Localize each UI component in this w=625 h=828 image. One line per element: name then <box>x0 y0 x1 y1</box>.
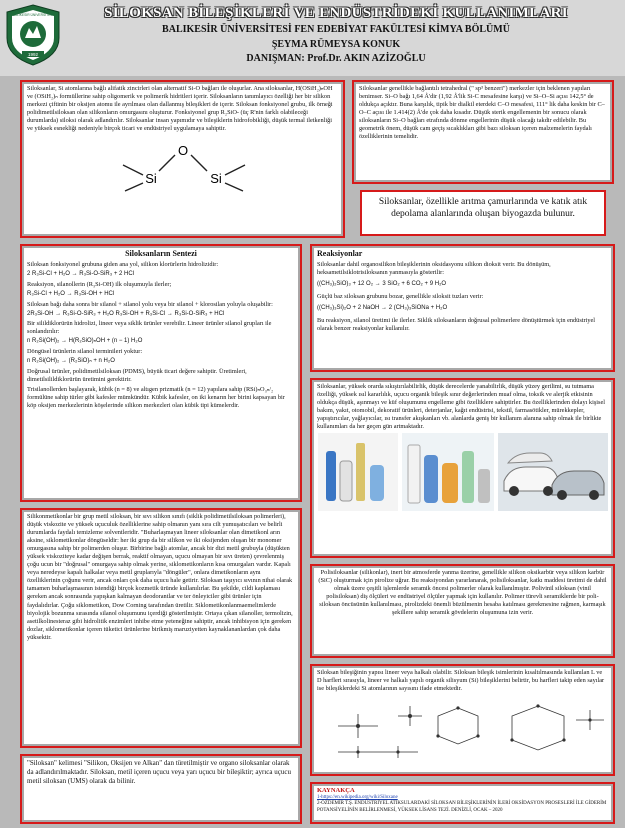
reactions-p4: Bu reaksiyon, silanol üretimi ile ilerler. Siklik siloksanların doğrusal polimerlere dönüştürmek için endüstriyel olarak benzer reaksiyonlar kullanılır. <box>317 316 596 332</box>
university-line: BALIKESİR ÜNİVERSİTESİ FEN EDEBİYAT FAKÜLTESİ KİMYA BÖLÜMÜ <box>162 24 510 35</box>
ceramic-text: Polisiloksanlar (silikonlar), inert bir atmosferde yanma üzerine, genellikle silikon oksikarbür veya silikon karbür (SiC) oluşturmak için pirolize uğrar. Bu reaksiyondan yararlanarak, polisiloksanlar, katkı maddesi üretimi de dahil olmak üzere çeşitli işlemlerde seramik öncesi polimerler olarak kullanılmıştır. Polivinil siloksan (vinil polisiloksan) diş ölçüleri ve endüstriyel ölçüler yapmak için kullanılır. Polimer türevli seramiklerde bir poli-siloksan öncüsünün kullanılması, pirolizdeki önemli büzülmenin hesaba katılması gerekmesine rağmen, karmaşık şekillere sahip seramik gövdelerin oluşumuna izin verir. <box>318 569 607 617</box>
structure-panel <box>352 80 614 184</box>
university-logo <box>5 4 61 66</box>
intro-text: Siloksanlar, Si atomlarına bağlı alifatik zincirleri olan alternatif Si-O bağları ile oluşurlar. Ana siloksanlar, H(OSiH₂)ₙOH ve (OSiH₂)ₙ formüllerine sahip oligomerik ve polimerik hidritleri içerir. Siloksanların tanımlayıcı özelliği her bir silikon merkezi çiftinin bir oksijen atomu ile ayrılması olan dallanmış bileşikleri de içerir. Siloksan fonksiyonel grubu, ilk örneği polidimetilsiloksan olan silikonların omurgasını oluşturur. Fonksiyonel grup R₂SiO- (üç R'nin farklı olabileceği durumlarda) siloksi olarak adlandırılır. Siloksanlar insan yapımıdır ve bileşiklerin hidrofobikliği, düşük termal iletkenliği ve yüksek esnekliği nedeniyle birçok ticari ve endüstriyel uygulamaya sahiptir. <box>27 85 333 133</box>
uses-text: Siloksanlar, yüksek orarda sıkıştırılabilirlik, düşük derecelerde yanabilirlik, düşük yüzey gerilimi, su tutmama özelliği, yüksek ısıl kararlılık, uçucu organik bileşik sınır değerlerinden muaf olma, toksik ve alerjik etkisinin oldukça düşük, aşınmayı ve küf oluşumunu engelleme gibi özelliklere sahiptirler. Bu özelliklerinden dolayı kişisel bakım, yakıt, otomobil, dekoratif ürünleri, deterjanlar, kağıt endüstrisi, tekstil, farmasötikler, mürekkepler, yapıştırıcılar, yağlayıcılar, ısı transfer akışkanları vb. alanlarda geniş bir kullanım alanına sahip olmak ile birlikte kullanımları da her geçen gün artmaktadır. <box>317 383 606 431</box>
synthesis-p8: Döngüsel ürünlerin silanol terminileri yoktur: <box>27 348 143 356</box>
biogas-callout <box>360 190 606 236</box>
synthesis-p2: Reaksiyon, silanollerin (R₃Si-OH) ilk oluşumuyla ilerler; <box>27 280 172 288</box>
synthesis-eq1: 2 R₃Si-Cl + H₂O → R₃Si-O-SiR₃ + 2 HCl <box>27 271 135 278</box>
references-panel <box>310 782 615 824</box>
reference-item: 2-ÖZDEMİR T.Ş. ENDÜSTRİYEL ATIKSULARDAKİ SİLOKSAN BİLEŞİKLERİNİN İLERİ OKSİDASYON PROSESLERİ İLE GİDERİM POTANSİYELİNİN BELİRLENMESİ, YÜKSEK LİSANS TEZİ. DENİZLİ, OCAK – 2020 <box>317 801 607 813</box>
nomenclature-text: Siloksan bileşiğinin yapısı lineer veya halkalı olabilir. Siloksan bileşik isimlerinin kısaltılmasında kullanılan L ve D harfleri sırasıyla, lineer ve halkalı yapılı organik silisyum (Si) bileşiklerini belirtir, bu harfleri takip eden sayılar ise bileşiklerdeki Si atomlarının sayısını ifade etmektedir. <box>317 669 605 693</box>
synthesis-eq4: n R₂Si(OH)₂ → H(R₂SiO)ₙOH + (n − 1) H₂O <box>27 338 143 345</box>
ceramic-panel <box>310 564 615 658</box>
intro-panel <box>20 80 345 238</box>
poster-header <box>0 0 625 76</box>
synthesis-title: Siloksanların Sentezi <box>125 249 197 258</box>
reference-item: 1-https://en.wikipedia.org/wiki/Siloxane <box>317 795 398 801</box>
synthesis-p0: Siloksan fonksiyonel grubuna giden ana yol, silikon klorürlerin hidrolizidir: <box>27 261 219 269</box>
synthesis-panel <box>20 244 302 502</box>
silicones-text: Silikonmetikonlar bir grup metil siloksan, bir sıvı silikon sınıfı (siklik polidimetilsiloksan polimerleri), düşük viskozite ve yüksek uçuculuk özelliklerine sahip olmanın yanı sıra cilt yumuşatıcıları ve belirli durumlarda faydalı temizleme solventleridir. "Buharlaşmayan lineer siloksanlar olan dimetikonl arın aksine, siklometikonlar döngüseldir: her iki grup da bir silikon ve iki oksijenden oluşan bir monomer omurgasına sahip bir polimerden oluşur. Birbirine bağlı atomlar, ancak bir dizi metil grubuyla (düşükten yüksek viskoziteye kadar değişen berrak, reaktif olmayan, uçucu olmayan bir sıvı üreten) çevrelenmiş çoğu ucun bir "doğrusal" omurgaya sahip olmak yerine, siklometikonların kısa omurgaları vardır. Kapalı veya neredeyse kapalı halkalar veya metil gruplarıyla "döngüler", onlara dimetikonların aynı özelliklerinin çoğunu verir, ancak onları çok daha uçucu hale getirir. Siloksan taşıyıcı sıvının nihai olarak tamamen buharlaşmasının istendiği birçok kozmetik üründe kullanılırlar. Bu şekilde, cildi kaplaması gereken ancak sonrasında yapışkan kalmayan deodorantlar ve ter önleyiciler gibi ürünler için faydalıdırlar. Çoğu siklometikon, Dow Corning tarafından üretilir. Siklometikonlanmaemelimlerde biyolojik bozunma sırasında silanol oluşumunu içerdiği gösterilmiştir. Ortaya çıkan silanoller, termolizin, asetilkolinesteraz gibi hidrolitik enzimleri inhibe etme yeteneğine sahiptir, ancak inhibisyon için gereken dozlar, siklometikonlar içeren tüketici ürünlerine birikmiş maruziyetten kaynaklananlardan çok daha yüksektir. <box>27 513 293 641</box>
uses-panel <box>310 378 615 558</box>
synthesis-p10: Doğrusal ürünler, polidimetilsiloksan (PDMS), büyük ticari değere sahiptir. Üretimleri, dimetilsilildiklorürün üretimini gerektirir. <box>27 367 247 383</box>
etymology-callout <box>20 754 302 824</box>
synthesis-eq2: R₃Si-Cl + H₂O → R₃Si-OH + HCl <box>27 291 115 297</box>
silicones-panel <box>20 508 302 748</box>
poster-title: SİLOKSAN BİLEŞİKLERİ VE ENDÜSTRİDEKİ KULLANIMLARI <box>104 5 568 21</box>
logo-year: 1992 <box>27 52 39 57</box>
advisor-line: DANIŞMAN: Prof.Dr. AKIN AZİZOĞLU <box>246 53 426 64</box>
synthesis-p6: Bir silildiklorürün hidrolizi, lineer veya siklik ürünler verebilir. Lineer ürünler silanol grupları ile sonlandırılır: <box>27 320 272 336</box>
synthesis-p11: Trisilanollerden başlayarak, kübik (n = 8) ve altıgen prizmatik (n = 12) yapılara sahip (RSi)ₙO₃ₙ/₂ formülüne sahip türler gibi kafesler mümkündür. Kübik kafesler, on iki kenarın her birini kapsayan bir köp oksijen merkezlerinin köşelerinde silikon merkezleri olan kübik tipi kümelerdir. <box>27 385 285 410</box>
synthesis-p4: Siloksan bağı daha sonra bir silanol + silanol yolu veya bir silanol + klorosilan yoluyla oluşabilir: <box>27 300 273 308</box>
siloxane-structures-image <box>318 696 608 762</box>
synthesis-eq5: n R₂Si(OH)₂ → (R₂SiO)ₙ + n H₂O <box>27 358 115 365</box>
nomenclature-panel <box>310 664 615 776</box>
reactions-p0: Siloksanlar dahil organosilikon bileşiklerinin oksidasyonu silikon dioksit verir. Bu dönüşüm, heksametilsiklotrisiloksanın yanmasıyla gösterilir: <box>317 261 551 277</box>
references-title: KAYNAKÇA <box>317 787 355 794</box>
structure-o: O <box>177 143 188 159</box>
logo-text: BALIKESİR ÜNİVERSİTESİ <box>12 13 54 17</box>
reactions-eq1: ((CH₃)₂SiO)₃ + 12 O₂ → 3 SiO₂ + 6 CO₂ + 9 H₂O <box>317 281 447 288</box>
reactions-eq2: ((CH₃)₃Si)₂O + 2 NaOH → 2 (CH₃)₃SiONa + H₂O <box>317 305 448 312</box>
products-image <box>318 433 608 511</box>
structure-text: Siloksanlar genellikle bağlantılı tetrahedral (" sp³ benzeri") merkezler için beklenen yapıları benimser. Si–O bağı 1,64 Å'dir (1,92 Å'lik Si-C mesafesine karşı) ve Si–O–Si açısı 142,5° de oldukça açıktır. Buna karşılık, tipik bir dialkil eterdeki C–O mesafesi, 111° lik daha keskin bir C–O–C açısı ile 1.414(2) Å'de çok daha kısadır. Düşük sterik engellemenin bir sonucu olarak siloksanların Si–O bağları etrafında dönme engellerinin düşük olacağı takdir edilebilir. Bu geometrik önem, düşük cam geçiş sıcaklıkları gibi bazı siloksan içeren malzemelerin faydalı özelliklerinin temelidir. <box>359 85 605 141</box>
reactions-panel <box>310 244 615 372</box>
structure-si-left: Si <box>144 171 157 187</box>
etymology-text: "Siloksan" kelimesi "Silikon, Oksijen ve Alkan" dan türetilmiştir ve organo siloksanlar olarak da adlandırılmaktadır. Siloksan, metil içeren uçucu veya yarı uçucu bir bileşiktir; ayrıca uçucu metil siloksan (UMS) olarak da bilinir. <box>27 759 291 786</box>
siloxane-structure <box>103 135 263 193</box>
biogas-callout-text: Siloksanlar, özellikle arıtma çamurlarında ve katık atık depolama alanlarında oluşan biyogazda bulunur. <box>378 197 588 220</box>
structure-si-right: Si <box>209 171 222 187</box>
synthesis-eq3: 2R₃Si-OH → R₃Si-O-SiR₃ + H₂O R₃Si-OH + R₃Si-Cl → R₃Si-O-SiR₃ + HCl <box>27 310 225 317</box>
author-line: ŞEYMA RÜMEYSA KONUK <box>271 39 401 50</box>
reactions-p2: Güçlü baz siloksan grubunu bozar, genellikle siloksit tuzları verir: <box>317 293 484 300</box>
reactions-title: Reaksiyonlar <box>317 249 363 258</box>
